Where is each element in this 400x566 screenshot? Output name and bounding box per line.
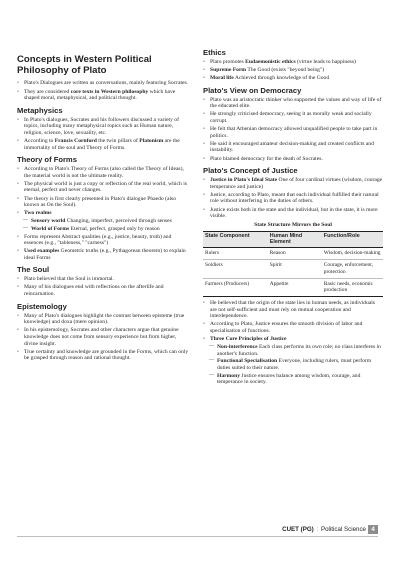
table-header-row	[203, 231, 383, 247]
footer-label	[282, 525, 366, 534]
ethics-list	[203, 59, 383, 82]
section-heading-metaphysics: Metaphysics	[17, 105, 63, 115]
justice-list	[203, 177, 383, 220]
bold-term: Harmony	[217, 372, 240, 379]
footer-exam: CUET (PG)	[282, 526, 314, 533]
section-heading-ethics: Ethics	[203, 48, 226, 57]
table-cell: Reason	[268, 248, 322, 260]
list-item	[17, 210, 191, 217]
bold-term: Used examples	[24, 248, 60, 255]
page-footer	[0, 525, 400, 535]
bold-term: Eudaemonistic ethics	[245, 59, 296, 65]
soul-list	[17, 276, 191, 297]
state-soul-table	[203, 231, 383, 297]
sub-list-item	[203, 358, 383, 371]
list-item: • Plato blamed democracy for the death of Socrates.	[203, 156, 383, 163]
section-heading-democracy: Plato's View on Democracy	[203, 85, 302, 95]
item-text: Everyone, including rulers, must perform duties suited to their nature.	[217, 358, 372, 371]
list-item: • Plato believed that the Soul is immortal.	[17, 276, 191, 283]
bold-term: Moral life	[210, 75, 234, 82]
table-cell: Basic needs, economic production	[323, 280, 374, 293]
list-item: • According to Plato's Theory of Forms (also called the Theory of Ideas), the material world is not the ultimate reality.	[17, 166, 191, 179]
item-text: Changing, imperfect, perceived through senses	[65, 218, 172, 225]
table-cell: Wisdom, decision-making	[322, 248, 383, 260]
table-row	[203, 278, 383, 296]
list-item	[203, 75, 383, 82]
table-cell: Appetite	[269, 280, 289, 287]
list-item: • He felt that Athenian democracy allowed unqualified people to take part in politics.	[203, 126, 383, 139]
item-text: Achieved through knowledge of the Good	[233, 75, 330, 82]
list-item: • He said it encouraged amateur decision-making and created conflicts and instability.	[203, 141, 383, 154]
sub-list-item	[203, 373, 383, 386]
table-caption: State Structure Mirrors the Soul	[254, 221, 332, 228]
item-text: Each class performs its own role; no class interferes in another's function.	[217, 344, 381, 357]
right-column	[203, 48, 383, 387]
bold-term: Justice in Plato's Ideal State	[210, 177, 278, 184]
list-item: • According to Plato, Justice ensures the smooth division of labor and specialisation of functions.	[203, 321, 383, 334]
item-text: The Good (exists "beyond being")	[246, 67, 325, 74]
list-item: • They are considered core texts in Western philosophy which have shaped moral, metaphysical, and political thought.	[17, 89, 191, 102]
item-text: Justice ensures balance among wisdom, courage, and temperance in society.	[217, 372, 361, 386]
table-header-cell: State Component	[203, 231, 268, 247]
list-item: • Justice, according to Plato, meant that each individual fulfilled their natural role without interfering in the duties of others.	[203, 192, 383, 205]
list-item: • According to Francis Cornford the twin pillars of Platonism are the immortality of the soul and Theory of Forms.	[17, 138, 191, 151]
table-cell: Spirit	[268, 260, 322, 278]
bold-term: Two realms	[24, 210, 52, 217]
left-column	[17, 48, 191, 363]
item-text: Plato promotes	[210, 59, 246, 65]
list-item: • Many of his dialogues end with reflections on the afterlife and reincarnation.	[17, 284, 191, 297]
bold-term: Francis Cornford	[54, 137, 97, 144]
sub-list-item	[17, 226, 191, 233]
page-number: 4	[368, 525, 378, 534]
item-text: (virtue leads to happiness)	[295, 59, 356, 65]
list-item: • Forms represent Abstract qualities (e.g., justice, beauty, truth) and essences (e.g., "tableness," "carness")	[17, 234, 191, 247]
table-row	[203, 260, 383, 278]
bold-term: core texts in Western philosophy	[70, 88, 149, 95]
page-title: Concepts in Western Political Philosophy of Plato	[17, 54, 152, 77]
item-text: Geometric truths (e.g., Pythagorean theorem) to explain ideal Forms	[24, 248, 186, 261]
forms-list	[17, 166, 191, 261]
bold-term: Non-interference	[217, 344, 258, 351]
bold-term: Three Core Principles of Justice	[210, 336, 287, 343]
bold-term: World of Forms	[31, 225, 70, 232]
intro-list	[17, 80, 191, 101]
epistemology-list	[17, 313, 191, 362]
list-item: • In his epistemology, Socrates and other characters argue that genuine knowledge does not come from sensory experience but from higher, divine insight.	[17, 327, 191, 347]
footer-divider	[17, 536, 378, 537]
table-cell: Soldiers	[203, 260, 268, 278]
footer-subject: Political Science	[320, 526, 366, 533]
metaphysics-list	[17, 117, 191, 151]
list-item	[203, 336, 383, 343]
bold-term: Supreme Form	[210, 67, 247, 74]
sub-list-item	[17, 218, 191, 225]
list-item: • Justice exists both in the state and the individual, but in the state, it is more visible.	[203, 207, 383, 220]
sub-list-item	[203, 344, 383, 357]
list-item: • Plato was an aristocratic thinker who supported the values and way of life of the educated elite.	[203, 97, 383, 110]
section-heading-justice: Plato's Concept of Justice	[203, 166, 298, 176]
list-item: • The physical world is just a copy or reflection of the real world, which is eternal, perfect and never changes.	[17, 181, 191, 194]
list-item: • He strongly criticised democracy, seeing it as morally weak and socially corrupt.	[203, 111, 383, 124]
list-item: • Many of Plato's dialogues highlight the contrast between episteme (true knowledge) and doxa (mere opinion).	[17, 313, 191, 326]
bold-term: Sensory world	[31, 218, 66, 225]
bold-term: Platonism	[139, 137, 164, 144]
section-heading-epistemology: Epistemology	[17, 301, 67, 311]
item-text: Eternal, perfect, grasped only by reason	[69, 225, 160, 232]
democracy-list	[203, 97, 383, 162]
list-item: • The theory is first clearly presented in Plato's dialogue Phaedo (also known as On the Soul).	[17, 196, 191, 209]
list-item: • He believed that the origin of the state lies in human needs, as individuals are not self-sufficient and must rely on mutual cooperation and interdependence.	[203, 300, 383, 320]
list-item	[203, 177, 383, 190]
table-header-cell: Human Mind Element	[268, 231, 322, 247]
list-item: • True certainty and knowledge are grounded in the Forms, which can only be grasped through reason and rational thought.	[17, 349, 191, 362]
bold-term: Functional Specialisation	[217, 358, 278, 365]
section-heading-soul: The Soul	[17, 265, 50, 275]
list-item	[203, 59, 383, 66]
list-item	[203, 67, 383, 74]
list-item: • Plato's Dialogues are written as conversations, mainly featuring Socrates.	[17, 80, 191, 87]
footer-separator: :	[316, 526, 319, 533]
after-table-list	[203, 300, 383, 386]
table-cell: Rulers	[203, 248, 268, 260]
list-item	[17, 248, 191, 261]
table-row	[203, 248, 383, 260]
table-header-cell: Function/Role	[322, 231, 383, 247]
section-heading-theory-of-forms: Theory of Forms	[17, 155, 77, 165]
list-item: • In Plato's dialogues, Socrates and his followers discussed a variety of topics, including many metaphysical topics such as Human nature, religion, science, love, sexuality, etc.	[17, 117, 191, 137]
item-text: One of four cardinal virtues (wisdom, courage temperance and justice)	[210, 177, 383, 190]
table-cell: Courage, enforcement, protection	[322, 260, 383, 278]
table-cell: Farmers (Producers)	[205, 280, 250, 287]
